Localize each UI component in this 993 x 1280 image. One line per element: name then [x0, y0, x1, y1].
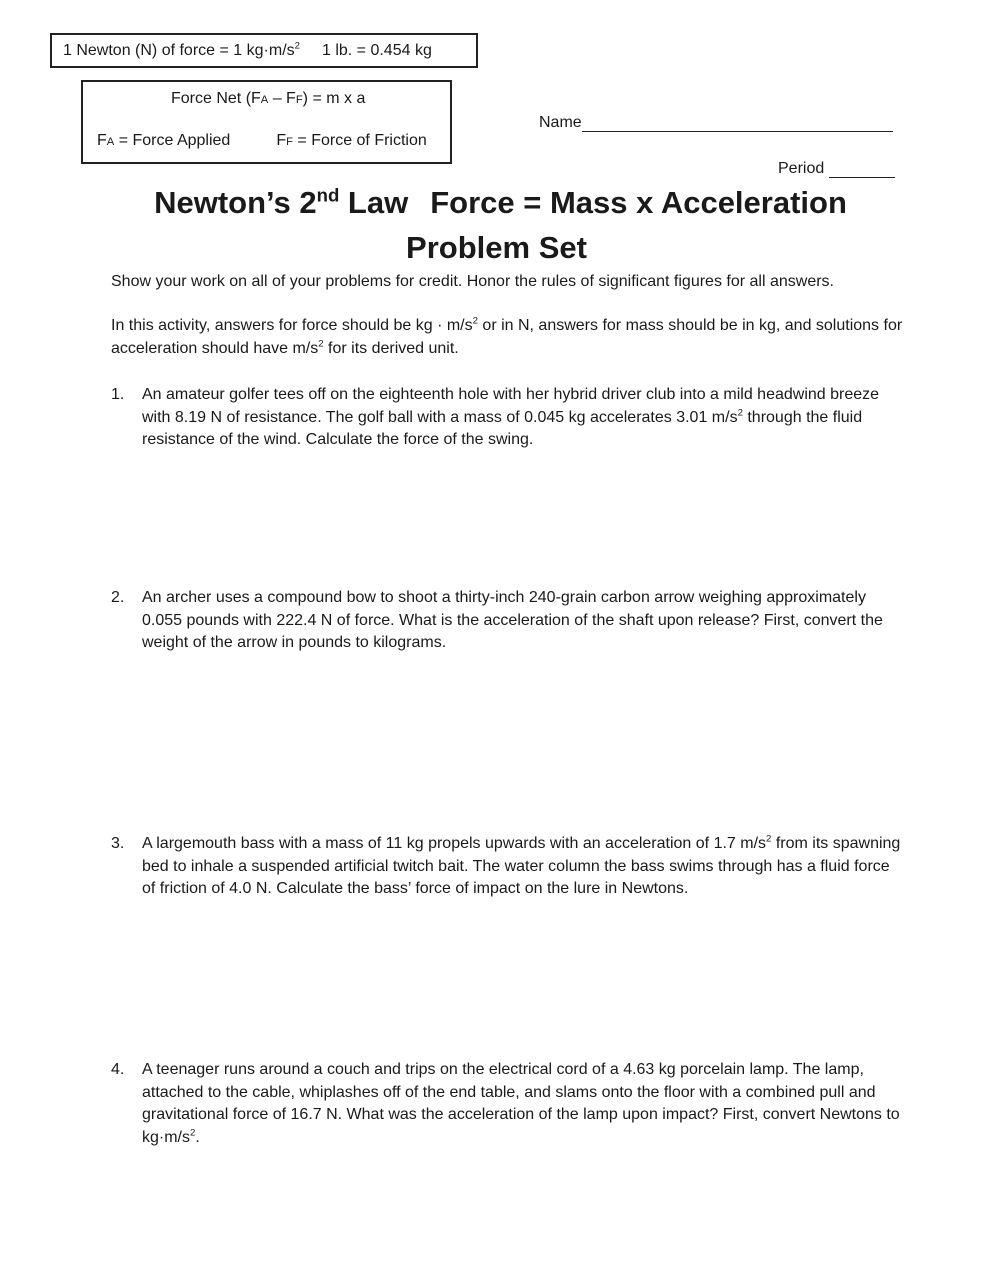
problem-4	[111, 1059, 901, 1149]
problem-1	[111, 384, 901, 452]
page-title: Newton’s 2nd Law Force = Mass x Acceleration	[154, 184, 847, 220]
problem-text: An archer uses a compound bow to shoot a thirty-inch 240-grain carbon arrow weighing approximately 0.055 pounds with 222.4 N of force. What is the acceleration of the shaft upon release? First, convert the weight of the arrow in pounds to kilograms.	[142, 589, 883, 651]
problem-text: A teenager runs around a couch and trips on the electrical cord of a 4.63 kg porcelain lamp. The lamp, attached to the cable, whiplashes off of the end table, and slams onto the floor with a combined pull and gravitational force of 16.7 N. What was the acceleration of the lamp upon impact? First, convert Newtons to $kg\cdot m/s^2$.	[142, 1061, 900, 1146]
problem-2	[111, 587, 901, 655]
problem-text: An amateur golfer tees off on the eighteenth hole with her hybrid driver club into a mild headwind breeze with 8.19 N of resistance. The golf ball with a mass of 0.045 kg accelerates 3.01 $m/s^2$ through the fluid resistance of the wind. Calculate the force of the swing.	[142, 386, 880, 448]
period-label: Period	[778, 160, 825, 177]
force-friction-definition: FF = Force of Friction	[276, 132, 427, 149]
force-applied-definition: FA = Force Applied	[97, 132, 231, 149]
problem-number: 3.	[111, 835, 125, 852]
pound-definition: 1 lb. = 0.454 kg	[321, 42, 432, 59]
name-label: Name	[539, 114, 582, 131]
instructions-line-2: In this activity, answers for force should be kg · $m/s^2$ or in N, answers for mass should be in kg, and solutions for acceleration should have $m/s^2$ for its derived unit.	[111, 315, 903, 357]
variable-definitions	[97, 132, 427, 150]
problem-text: A largemouth bass with a mass of 11 kg propels upwards with an acceleration of 1.7 $m/s^2$ from its spawning bed to inhale a suspended artificial twitch bait. The water column the bass swims through has a fluid force of friction of 4.0 N. Calculate the bass’ force of impact on the lure in Newtons.	[142, 833, 901, 897]
problem-3	[111, 833, 901, 901]
formula-box	[81, 80, 452, 164]
problem-number: 2.	[111, 589, 125, 606]
instructions-line-1: Show your work on all of your problems for credit. Honor the rules of significant figures for all answers.	[111, 273, 834, 290]
newton-definition: 1 Newton (N) of force = 1 $kg\cdot m/s^2$	[63, 40, 300, 59]
name-field[interactable]	[539, 114, 893, 132]
conversion-box	[50, 33, 478, 68]
name-blank-line[interactable]	[582, 115, 893, 132]
problem-number: 1.	[111, 386, 125, 403]
period-blank-line[interactable]	[829, 161, 895, 178]
net-force-formula: Force Net (FA – FF) = m x a	[171, 90, 366, 107]
page-subtitle: Problem Set	[406, 230, 587, 265]
period-field[interactable]	[778, 160, 895, 178]
problem-number: 4.	[111, 1061, 125, 1078]
